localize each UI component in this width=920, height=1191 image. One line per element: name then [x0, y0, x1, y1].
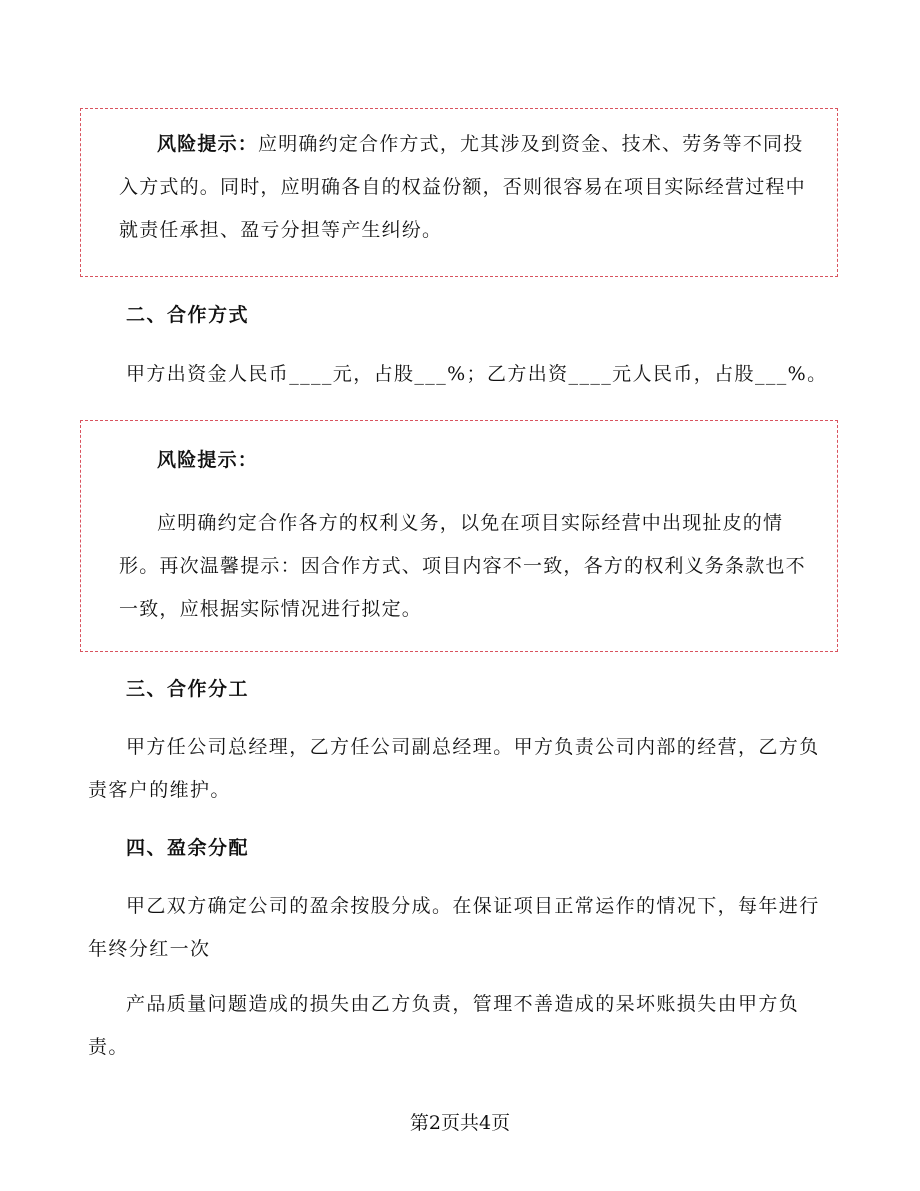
profit-distribution-paragraph-1: 甲乙双方确定公司的盈余按股分成。在保证项目正常运作的情况下，每年进行年终分红一次 [88, 895, 820, 960]
profit-distribution-paragraph-2: 产品质量问题造成的损失由乙方负责，管理不善造成的呆坏账损失由甲方负责。 [88, 993, 800, 1058]
division-of-work-paragraph: 甲方任公司总经理，乙方任公司副总经理。甲方负责公司内部的经营，乙方负责客户的维护。 [88, 736, 820, 801]
risk-notice-lead-1: 风险提示： [157, 133, 259, 155]
cooperation-method-paragraph: 甲方出资金人民币____元，占股___%；乙方出资____元人民币，占股___%。 [126, 363, 828, 385]
section-heading-division-of-work: 三、合作分工 [126, 678, 250, 700]
page-number-footer: 第2页共4页 [409, 1112, 511, 1134]
risk-notice-heading-2: 风险提示： [157, 449, 259, 471]
risk-notice-text-2: 应明确约定合作各方的权利义务，以免在项目实际经营中出现扯皮的情形。再次温馨提示：因合作方式、项目内容不一致，各方的权利义务条款也不一致，应根据实际情况进行拟定。 [119, 512, 806, 620]
risk-notice-paragraph-1 [119, 123, 809, 252]
risk-notice-box-1 [80, 108, 838, 277]
risk-notice-box-2 [80, 420, 838, 652]
section-heading-profit-distribution: 四、盈余分配 [126, 837, 250, 859]
section-heading-cooperation-method: 二、合作方式 [126, 304, 250, 326]
risk-notice-text-1: 应明确约定合作方式，尤其涉及到资金、技术、劳务等不同投入方式的。同时，应明确各自的权益份额，否则很容易在项目实际经营过程中就责任承担、盈亏分担等产生纠纷。 [119, 133, 806, 241]
